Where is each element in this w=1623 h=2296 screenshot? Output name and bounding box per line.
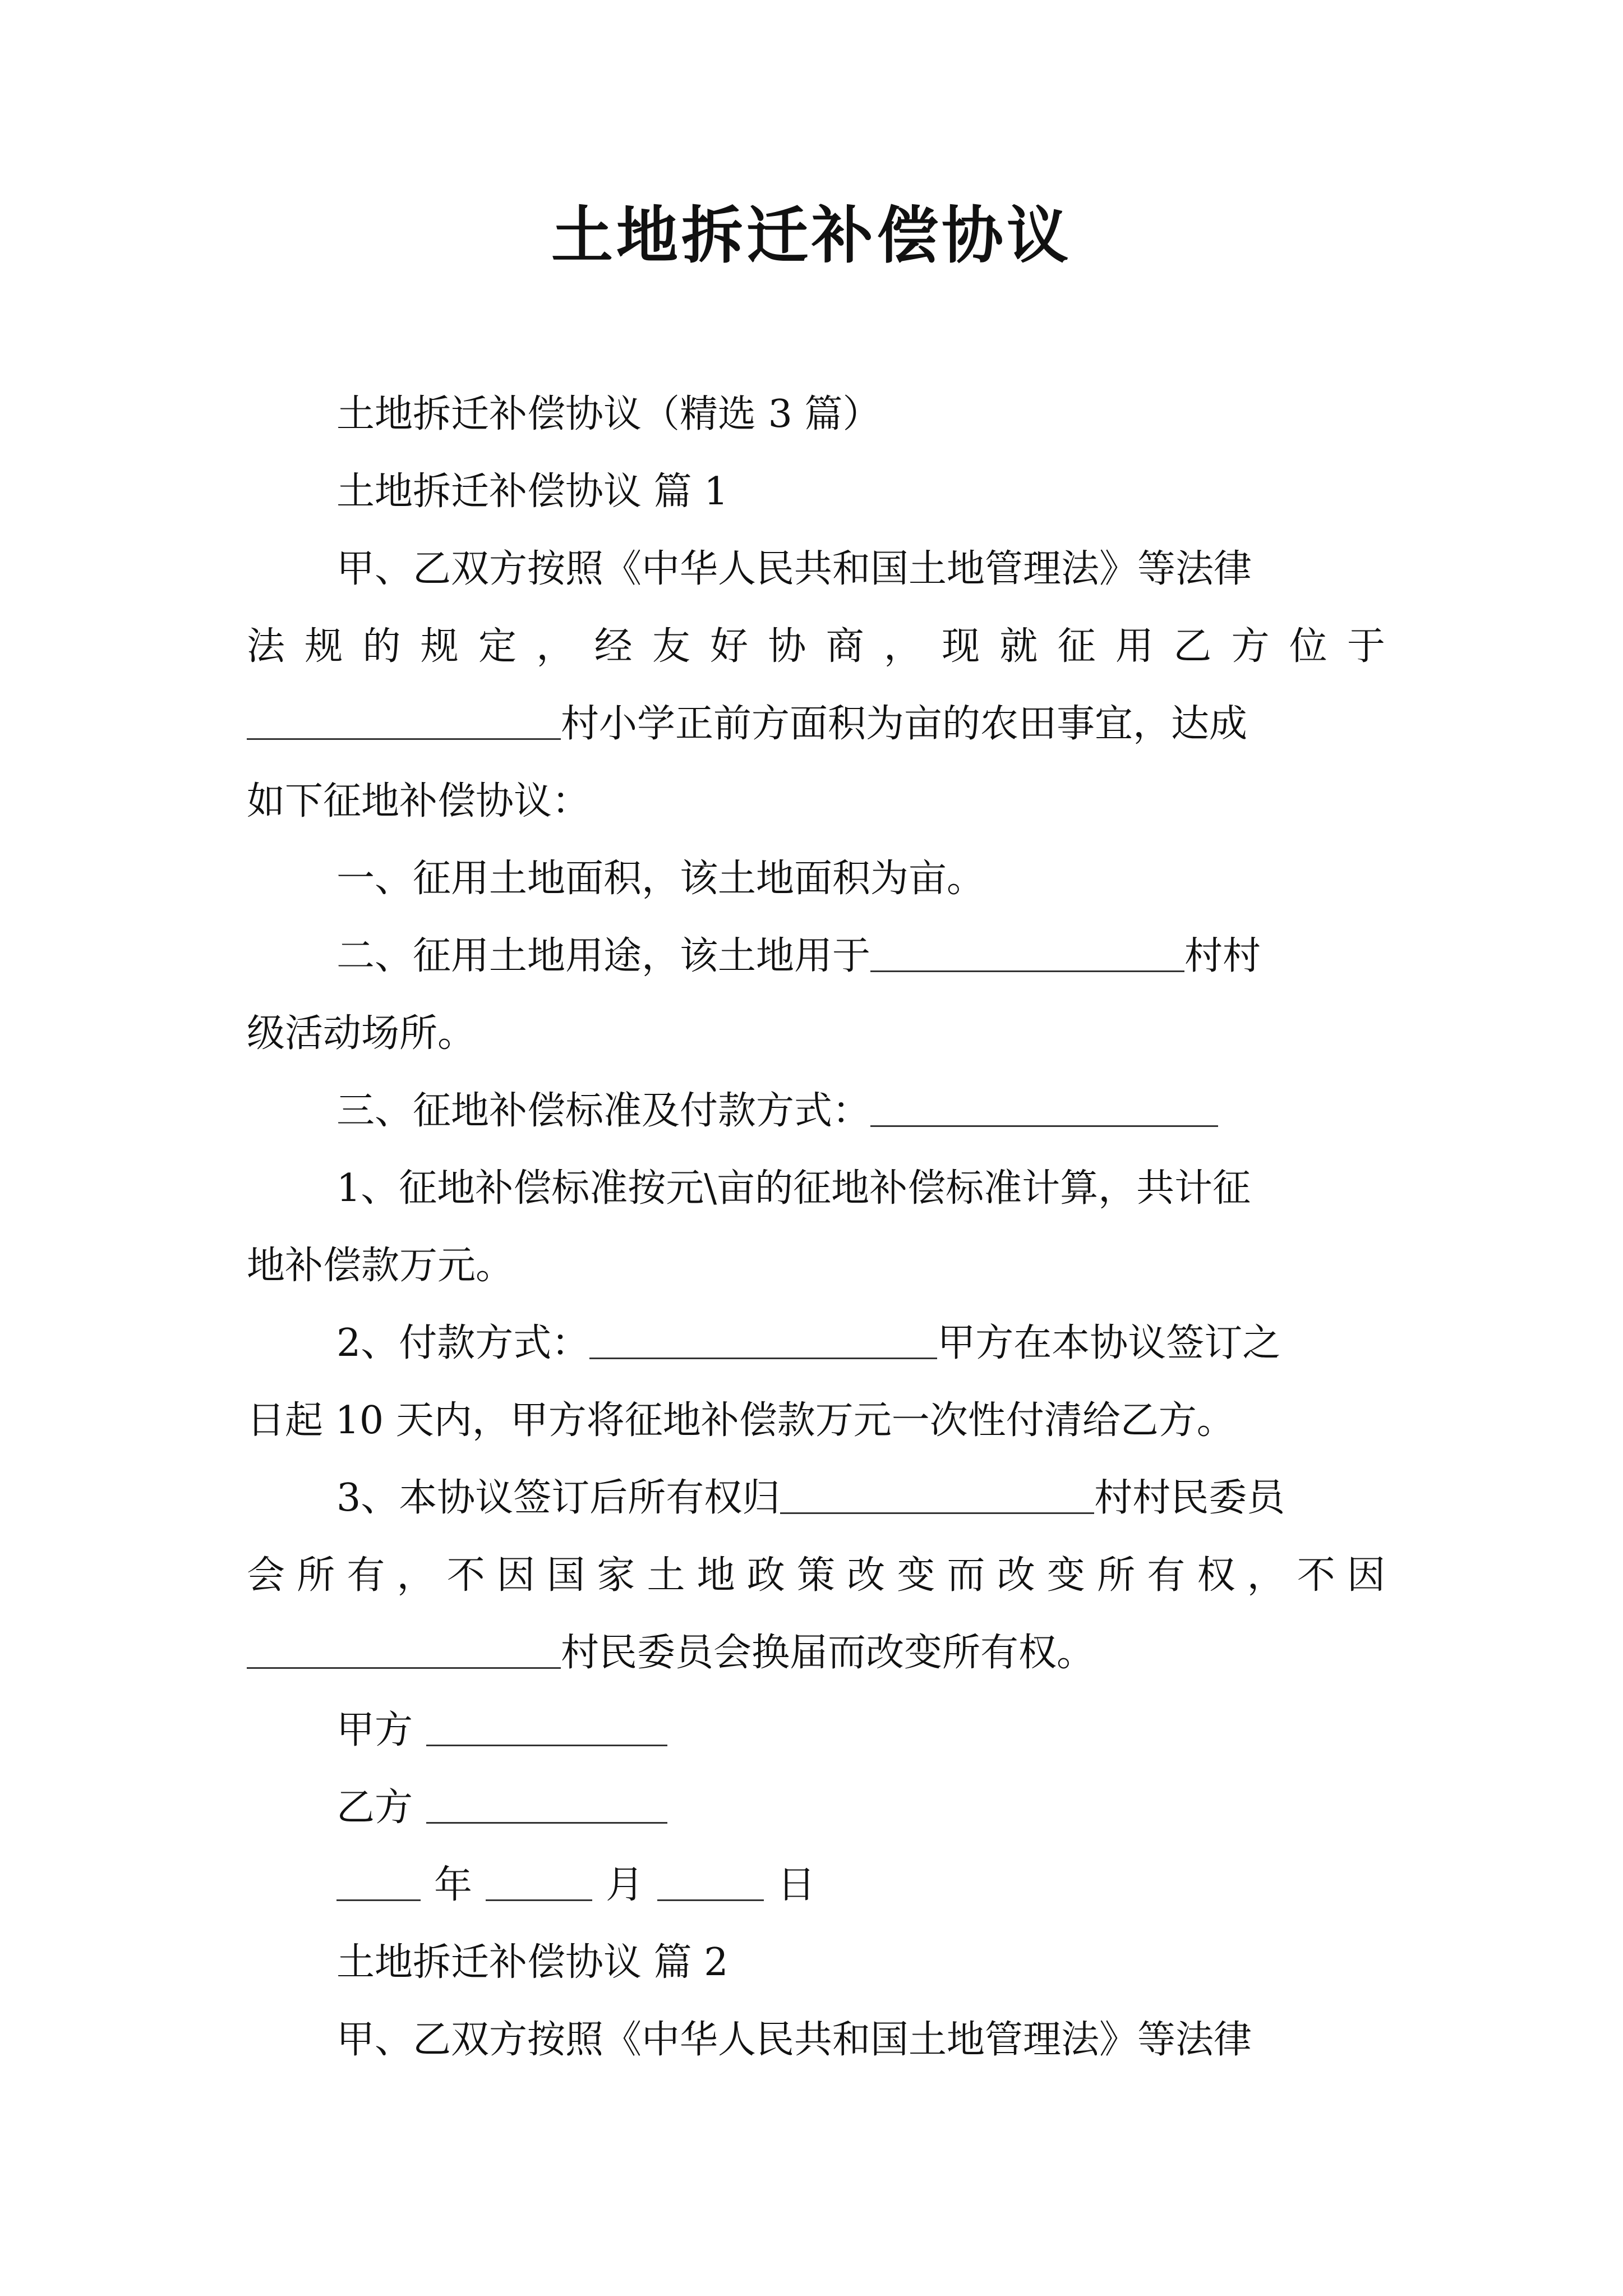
fill-blank	[247, 1629, 561, 1669]
paragraph-line: 级活动场所。	[247, 1011, 476, 1056]
fill-blank	[870, 932, 1184, 972]
paragraph-line: 法规的规定，经友好协商，现就征用乙方位于	[247, 624, 1385, 669]
paragraph-text: 村小学正前方面积为亩的农田事宜，达成	[561, 702, 1248, 746]
sub-clause-2	[247, 1305, 1385, 1382]
paragraph-line: 地补偿款万元。	[247, 1244, 514, 1288]
clause-2	[247, 918, 1385, 995]
section-1-heading: 土地拆迁补偿协议 篇 1	[336, 470, 728, 514]
signature-blank	[426, 1784, 667, 1824]
document-subtitle: 土地拆迁补偿协议（精选 3 篇）	[336, 392, 881, 436]
sub-clause-3	[247, 1460, 1385, 1537]
signature-blank	[426, 1706, 667, 1746]
paragraph-line: 甲、乙双方按照《中华人民共和国土地管理法》等法律	[336, 2018, 1252, 2062]
day-blank	[657, 1861, 764, 1901]
clause-text: 村村	[1184, 934, 1261, 978]
paragraph-line: 会所有，不因国家土地政策改变而改变所有权，不因	[247, 1553, 1385, 1598]
paragraph-line	[247, 1614, 1385, 1692]
fill-blank	[247, 700, 561, 740]
clause-text: 甲方在本协议签订之	[937, 1321, 1281, 1365]
fill-blank	[780, 1474, 1094, 1514]
paragraph-line: 甲、乙双方按照《中华人民共和国土地管理法》等法律	[336, 547, 1252, 591]
year-blank	[336, 1861, 421, 1901]
sub-clause-1: 1、征地补偿标准按元\亩的征地补偿标准计算，共计征	[336, 1166, 1251, 1211]
party-a-signature	[247, 1692, 1385, 1769]
paragraph-line: 日起 10 天内，甲方将征地补偿款万元一次性付清给乙方。	[247, 1398, 1235, 1443]
party-b-label: 乙方	[336, 1786, 413, 1830]
fill-blank	[589, 1319, 937, 1359]
year-label: 年	[434, 1863, 473, 1907]
date-line	[247, 1847, 1385, 1924]
clause-text: 村村民委员	[1094, 1476, 1285, 1520]
clause-text: 3、本协议签订后所有权归	[336, 1476, 781, 1520]
clause-text: 2、付款方式：	[336, 1321, 590, 1365]
party-a-label: 甲方	[336, 1708, 413, 1752]
section-2-heading: 土地拆迁补偿协议 篇 2	[336, 1940, 728, 1985]
clause-3	[247, 1073, 1385, 1150]
paragraph-text: 村民委员会换届而改变所有权。	[561, 1631, 1095, 1675]
document-body	[247, 376, 1385, 2079]
clause-1: 一、征用土地面积，该土地面积为亩。	[336, 857, 985, 901]
party-b-signature	[247, 1769, 1385, 1847]
month-label: 月	[606, 1863, 644, 1907]
month-blank	[486, 1861, 592, 1901]
clause-text: 二、征用土地用途，该土地用于	[336, 934, 871, 978]
paragraph-line: 如下征地补偿协议：	[247, 779, 591, 823]
day-label: 日	[777, 1863, 816, 1907]
document-title: 土地拆迁补偿协议	[551, 199, 1072, 272]
clause-text: 三、征地补偿标准及付款方式：	[336, 1089, 871, 1133]
paragraph-line	[247, 685, 1385, 763]
fill-blank	[870, 1087, 1218, 1127]
